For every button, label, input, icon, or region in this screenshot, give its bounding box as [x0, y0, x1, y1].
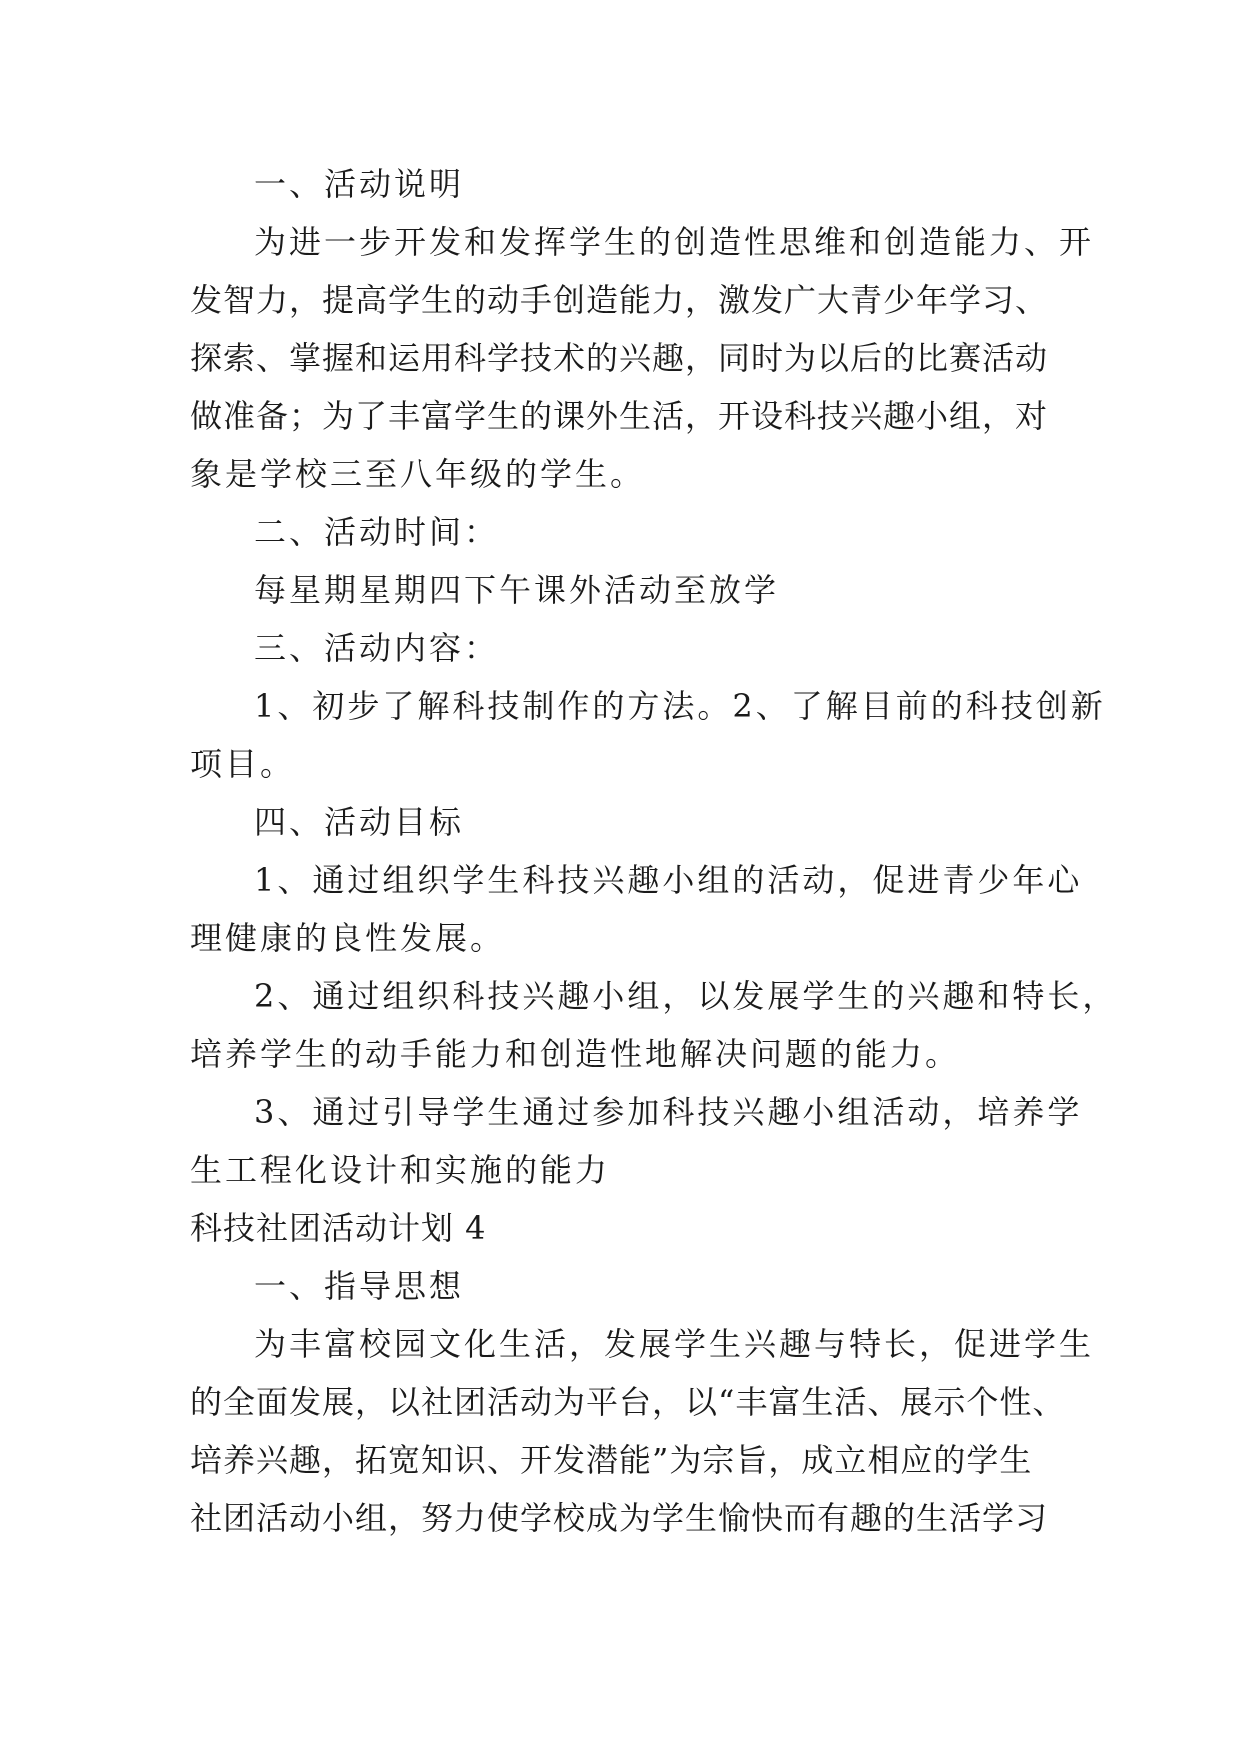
paragraph-line: 每星期星期四下午课外活动至放学 [254, 571, 780, 609]
paragraph-line: 3、通过引导学生通过参加科技兴趣小组活动，培养学 [254, 1093, 1083, 1131]
document-title: 科技社团活动计划 4 [190, 1209, 487, 1247]
paragraph-line: 为进一步开发和发挥学生的创造性思维和创造能力、开 [254, 223, 1095, 261]
document-page [190, 155, 1118, 1547]
paragraph-line: 做准备；为了丰富学生的课外生活，开设科技兴趣小组，对 [190, 397, 1049, 435]
paragraph-line: 象是学校三至八年级的学生。 [190, 455, 646, 493]
section-heading-activity-time: 二、活动时间： [254, 513, 500, 551]
section-heading-activity-description: 一、活动说明 [254, 165, 465, 203]
paragraph-line: 培养兴趣，拓宽知识、开发潜能”为宗旨，成立相应的学生 [190, 1441, 1033, 1479]
paragraph-line: 生工程化设计和实施的能力 [190, 1151, 611, 1189]
paragraph-line: 社团活动小组，努力使学校成为学生愉快而有趣的生活学习 [190, 1499, 1049, 1537]
section-heading-guiding-ideology: 一、指导思想 [254, 1267, 465, 1305]
paragraph-line: 发智力，提高学生的动手创造能力，激发广大青少年学习、 [190, 281, 1049, 319]
paragraph-line: 探索、掌握和运用科学技术的兴趣，同时为以后的比赛活动 [190, 339, 1049, 377]
section-heading-activity-content: 三、活动内容： [254, 629, 500, 667]
paragraph-line: 培养学生的动手能力和创造性地解决问题的能力。 [190, 1035, 961, 1073]
paragraph-line: 2、通过组织科技兴趣小组，以发展学生的兴趣和特长， [254, 977, 1118, 1015]
paragraph-line: 理健康的良性发展。 [190, 919, 506, 957]
paragraph-line: 的全面发展，以社团活动为平台，以“丰富生活、展示个性、 [190, 1383, 1066, 1421]
paragraph-line: 1、通过组织学生科技兴趣小组的活动，促进青少年心 [254, 861, 1083, 899]
paragraph-line: 1、初步了解科技制作的方法。2、了解目前的科技创新 [254, 687, 1106, 725]
paragraph-line: 项目。 [190, 745, 296, 783]
paragraph-line: 为丰富校园文化生活，发展学生兴趣与特长，促进学生 [254, 1325, 1095, 1363]
section-heading-activity-goals: 四、活动目标 [254, 803, 465, 841]
